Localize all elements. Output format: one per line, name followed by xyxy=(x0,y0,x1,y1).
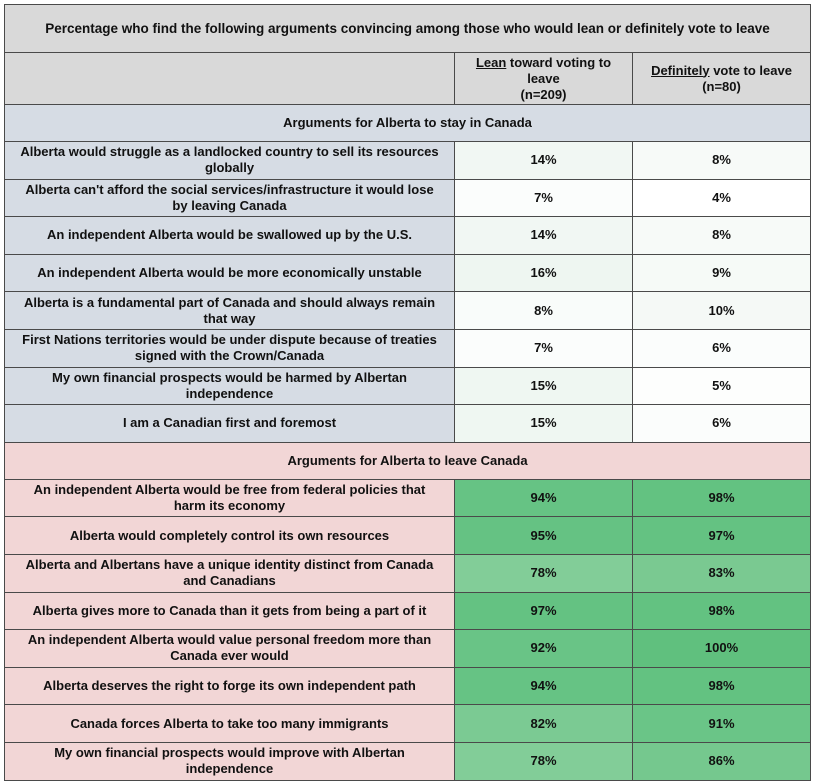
definitely-value: 83% xyxy=(633,554,811,592)
column-header-lean xyxy=(455,53,633,105)
lean-value: 78% xyxy=(455,554,633,592)
header-row xyxy=(5,53,811,105)
table-row xyxy=(5,292,811,330)
header-blank xyxy=(5,53,455,105)
table-row xyxy=(5,517,811,555)
argument-label: Canada forces Alberta to take too many immigrants xyxy=(5,705,455,743)
argument-label: An independent Alberta would be swallowed up by the U.S. xyxy=(5,217,455,255)
argument-label: Alberta gives more to Canada than it gets from being a part of it xyxy=(5,592,455,630)
lean-value: 14% xyxy=(455,142,633,180)
lean-value: 14% xyxy=(455,217,633,255)
table-row xyxy=(5,554,811,592)
lean-value: 94% xyxy=(455,667,633,705)
table-row xyxy=(5,630,811,668)
column-header-definitely xyxy=(633,53,811,105)
definitely-value: 97% xyxy=(633,517,811,555)
lean-value: 16% xyxy=(455,254,633,292)
column-header-definitely-n: (n=80) xyxy=(702,78,741,94)
table-row xyxy=(5,142,811,180)
argument-label: An independent Alberta would be more economically unstable xyxy=(5,254,455,292)
definitely-value: 4% xyxy=(633,179,811,217)
argument-label: My own financial prospects would be harmed by Albertan independence xyxy=(5,367,455,405)
argument-label: Alberta and Albertans have a unique identity distinct from Canada and Canadians xyxy=(5,554,455,592)
argument-label: My own financial prospects would improve with Albertan independence xyxy=(5,742,455,780)
definitely-value: 98% xyxy=(633,667,811,705)
table-row xyxy=(5,254,811,292)
lean-value: 97% xyxy=(455,592,633,630)
argument-label: Alberta can't afford the social services/infrastructure it would lose by leaving Canada xyxy=(5,179,455,217)
column-header-lean-n: (n=209) xyxy=(520,86,567,102)
section-header-row xyxy=(5,105,811,142)
column-header-definitely-emph: Definitely xyxy=(651,62,710,78)
definitely-value: 5% xyxy=(633,367,811,405)
lean-value: 82% xyxy=(455,705,633,743)
section-title: Arguments for Alberta to stay in Canada xyxy=(5,105,811,142)
lean-value: 8% xyxy=(455,292,633,330)
table-row xyxy=(5,742,811,780)
column-header-definitely-text: vote to leave xyxy=(709,62,792,78)
definitely-value: 6% xyxy=(633,329,811,367)
argument-label: Alberta would struggle as a landlocked country to sell its resources globally xyxy=(5,142,455,180)
lean-value: 94% xyxy=(455,479,633,517)
table-row xyxy=(5,592,811,630)
argument-label: An independent Alberta would value personal freedom more than Canada ever would xyxy=(5,630,455,668)
lean-value: 92% xyxy=(455,630,633,668)
argument-label: Alberta deserves the right to forge its own independent path xyxy=(5,667,455,705)
definitely-value: 9% xyxy=(633,254,811,292)
definitely-value: 100% xyxy=(633,630,811,668)
lean-value: 15% xyxy=(455,405,633,443)
definitely-value: 98% xyxy=(633,592,811,630)
argument-label: Alberta would completely control its own resources xyxy=(5,517,455,555)
argument-label: Alberta is a fundamental part of Canada and should always remain that way xyxy=(5,292,455,330)
definitely-value: 10% xyxy=(633,292,811,330)
table-row xyxy=(5,367,811,405)
section-title: Arguments for Alberta to leave Canada xyxy=(5,442,811,479)
table-row xyxy=(5,217,811,255)
argument-label: I am a Canadian first and foremost xyxy=(5,405,455,443)
lean-value: 7% xyxy=(455,179,633,217)
definitely-value: 91% xyxy=(633,705,811,743)
column-header-lean-text: toward voting to leave xyxy=(506,54,612,86)
title-row xyxy=(5,5,811,53)
lean-value: 15% xyxy=(455,367,633,405)
definitely-value: 86% xyxy=(633,742,811,780)
column-header-lean-emph: Lean xyxy=(475,54,507,70)
table-row xyxy=(5,179,811,217)
lean-value: 78% xyxy=(455,742,633,780)
lean-value: 7% xyxy=(455,329,633,367)
section-header-row xyxy=(5,442,811,479)
definitely-value: 8% xyxy=(633,217,811,255)
table-row xyxy=(5,667,811,705)
table-row xyxy=(5,479,811,517)
table-row xyxy=(5,405,811,443)
argument-label: An independent Alberta would be free from federal policies that harm its economy xyxy=(5,479,455,517)
definitely-value: 6% xyxy=(633,405,811,443)
argument-label: First Nations territories would be under dispute because of treaties signed with the Crown/Canada xyxy=(5,329,455,367)
lean-value: 95% xyxy=(455,517,633,555)
survey-table xyxy=(4,4,811,781)
definitely-value: 98% xyxy=(633,479,811,517)
definitely-value: 8% xyxy=(633,142,811,180)
table-title: Percentage who find the following arguments convincing among those who would lean or definitely vote to leave xyxy=(5,5,811,53)
table-row xyxy=(5,329,811,367)
table-row xyxy=(5,705,811,743)
